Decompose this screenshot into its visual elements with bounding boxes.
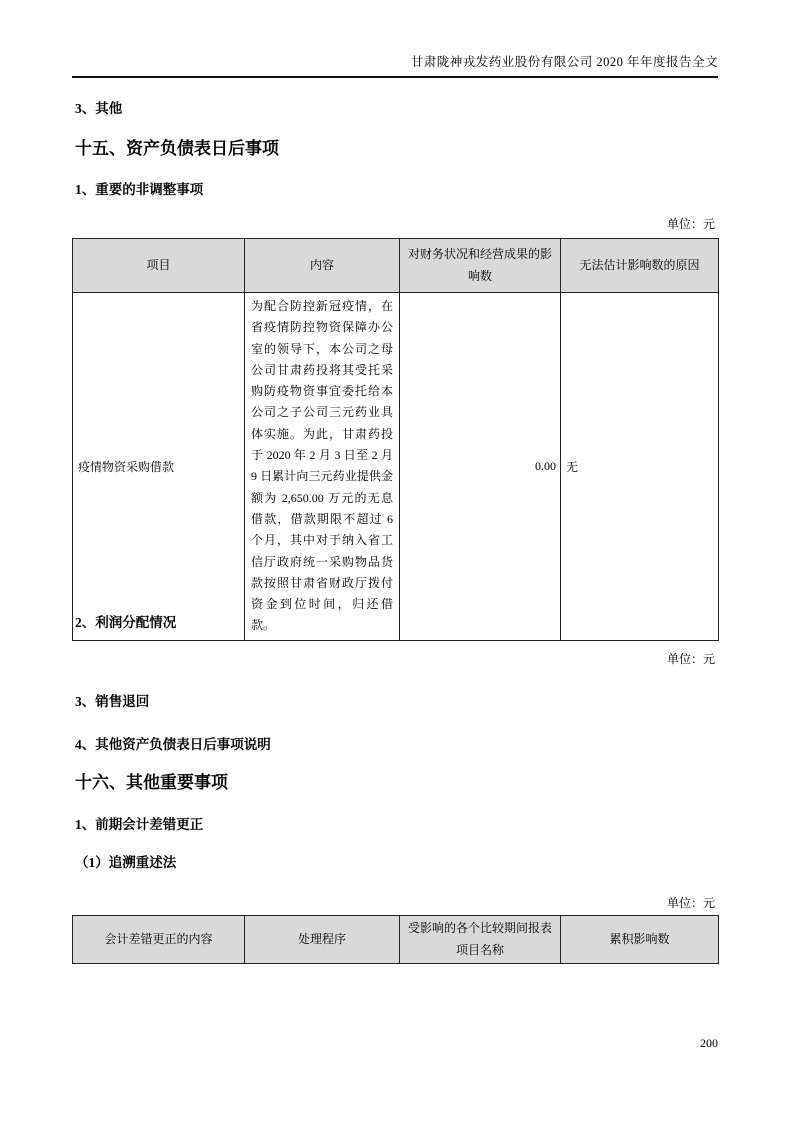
- heading-15-4: 4、其他资产负债表日后事项说明: [75, 737, 271, 752]
- cell-impact: 0.00: [400, 293, 561, 641]
- col-header-correction-content: 会计差错更正的内容: [73, 916, 245, 964]
- heading-16-1: 1、前期会计差错更正: [75, 817, 204, 832]
- col-header-reason: 无法估计影响数的原因: [561, 239, 719, 293]
- cell-reason: 无: [561, 293, 719, 641]
- table-header-row: [73, 239, 719, 293]
- running-header: [72, 52, 718, 78]
- col-header-content: 内容: [245, 239, 400, 293]
- heading-section-15: 十五、资产负债表日后事项: [75, 139, 279, 158]
- heading-15-3: 3、销售退回: [75, 694, 150, 709]
- col-header-item: 项目: [73, 239, 245, 293]
- heading-16-1-1: （1）追溯重述法: [75, 855, 177, 870]
- unit-label-1: 单位：元: [666, 217, 715, 231]
- col-header-cumulative-impact: 累积影响数: [561, 916, 719, 964]
- col-header-procedure: 处理程序: [245, 916, 400, 964]
- cell-content: 为配合防控新冠疫情，在省疫情防控物资保障办公室的领导下，本公司之母公司甘肃药投将其受托采购防疫物资事宜委托给本公司之子公司三元药业具体实施。为此，甘肃药投于 2020 年 2 月 3 日至 2 月 9 日累计向三元药业提供金额为 2,650.00 万元的无息借款，借款期限不超过 6 个月，其中对于纳入省工信厅政府统一采购物品货款按照甘肃省财政厅拨付资金到位时间，归还借款。: [245, 293, 400, 641]
- accounting-error-correction-table: [72, 915, 719, 964]
- page-number: 200: [700, 1036, 718, 1050]
- heading-15-2: 2、利润分配情况: [75, 615, 177, 630]
- running-header-title: 甘肃陇神戎发药业股份有限公司 2020 年年度报告全文: [410, 55, 718, 69]
- col-header-affected-items: 受影响的各个比较期间报表项目名称: [400, 916, 561, 964]
- heading-15-1: 1、重要的非调整事项: [75, 182, 204, 197]
- unit-label-2: 单位：元: [666, 652, 715, 666]
- cell-item: 疫情物资采购借款: [73, 293, 245, 641]
- heading-section-16: 十六、其他重要事项: [75, 773, 228, 792]
- unit-label-3: 单位：元: [666, 896, 715, 910]
- table-row: [73, 293, 719, 641]
- heading-other-3: 3、其他: [75, 101, 123, 116]
- non-adjusting-events-table: [72, 238, 719, 641]
- col-header-impact: 对财务状况和经营成果的影响数: [400, 239, 561, 293]
- table-header-row: [73, 916, 719, 964]
